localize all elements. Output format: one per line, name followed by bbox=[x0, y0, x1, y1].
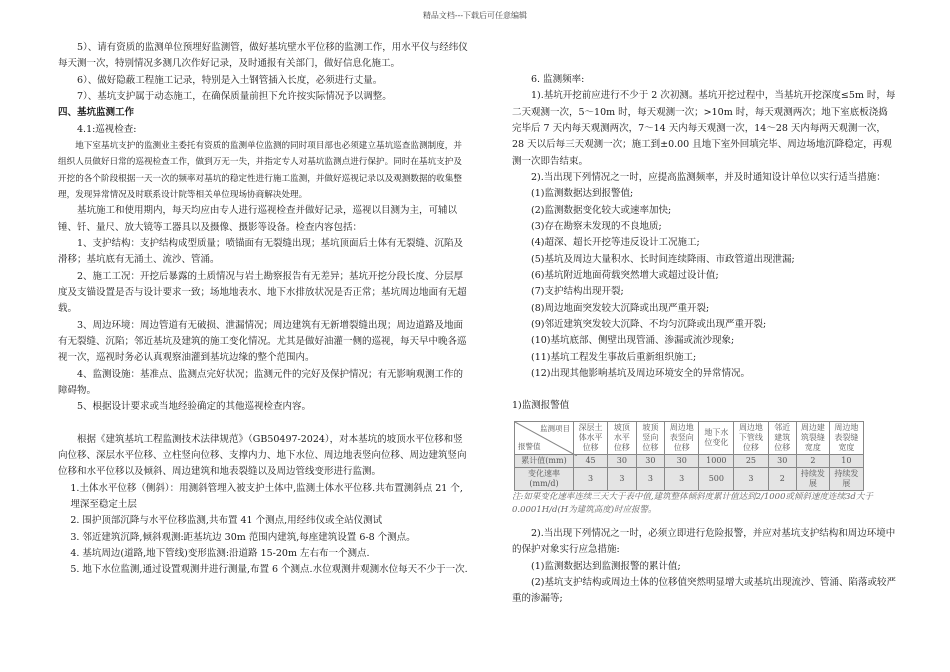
table-cell: 45 bbox=[574, 454, 608, 467]
table-corner-cell bbox=[515, 421, 574, 454]
table-header-cell: 周边地表竖向位移 bbox=[665, 421, 699, 454]
table-header-cell: 坡顶竖向位移 bbox=[636, 421, 665, 454]
subsection-heading: 4.1:巡视检查: bbox=[77, 123, 137, 135]
paragraph: 2).当出现下列情况之一时，应提高监测频率，并及时通知设计单位以实行适当措施： bbox=[531, 171, 886, 183]
monitoring-item: 1.土体水平位移（侧斜）：用测斜管埋入被支护土体中,监测土体水平位移.共布置测斜点 21 个,埋深至稳定土层 bbox=[70, 482, 463, 510]
row-label: 累计值(mm) bbox=[515, 454, 574, 467]
list-item: (11)基坑工程发生事故后重新组织施工; bbox=[531, 351, 697, 363]
list-item: (1)监测数据达到报警值; bbox=[531, 188, 634, 200]
table-header-cell: 周边地下管线位移 bbox=[734, 421, 768, 454]
list-item: (10)基坑底部、侧壁出现管涌、渗漏或流沙现象; bbox=[531, 335, 735, 347]
left-column bbox=[58, 40, 468, 579]
table-header-cell: 周边建筑裂缝宽度 bbox=[797, 421, 830, 454]
table-cell: 30 bbox=[768, 454, 797, 467]
page-header: 精品文档---下载后可任意编辑 bbox=[422, 11, 528, 20]
corner-top-label: 监测项目 bbox=[540, 423, 570, 433]
table-cell: 1000 bbox=[699, 454, 734, 467]
table-cell: 25 bbox=[734, 454, 768, 467]
table-cell: 2 bbox=[768, 467, 797, 490]
corner-bottom-label: 报警值 bbox=[518, 442, 541, 452]
alarm-table bbox=[514, 421, 864, 491]
list-item: (5)基坑及周边大量积水、长时间连续降雨、市政管道出现泄漏; bbox=[531, 253, 795, 265]
list-item: (6)基坑附近地面荷载突然增大或超过设计值; bbox=[531, 269, 719, 281]
paragraph: 5）、请有资质的监测单位预埋好监测管，做好基坑壁水平位移的监测工作，用水平仪与经纬仪每天测一次，特别情况多测几次作好记录，及时通报有关部门，做好信息化施工。 bbox=[58, 42, 468, 70]
spacer bbox=[58, 416, 468, 432]
paragraph: 7）、基坑支护属于动态施工，在确保质量前担下允许按实际情况予以调整。 bbox=[77, 90, 392, 102]
table-cell: 3 bbox=[665, 467, 699, 490]
spacer bbox=[512, 382, 897, 398]
table-cell: 持续发展 bbox=[797, 467, 830, 490]
monitoring-item: 4. 基坑周边(道路,地下管线)变形监测:沿道路 15-20m 左右布一个测点. bbox=[70, 547, 370, 559]
list-item: (2)监测数据变化较大或速率加快; bbox=[531, 204, 672, 216]
list-item: (2)基坑支护结构或周边土体的位移值突然明显增大或基坑出现流沙、管涌、陷落或较严重的渗漏等; bbox=[512, 576, 896, 605]
monitoring-item: 2. 围护顶部沉降与水平位移监测,共布置 41 个测点,用经纬仪或全站仪测试 bbox=[70, 515, 383, 527]
section-heading: 6. 监测频率: bbox=[531, 74, 585, 85]
condition-list bbox=[512, 186, 897, 382]
table-title: 1)监测报警值 bbox=[512, 400, 570, 412]
table-header-cell: 周边地表裂缝宽度 bbox=[829, 421, 863, 454]
inspection-item: 3、周边环境：周边管道有无破损、泄漏情况；周边建筑有无新增裂缝出现；周边道路及地面有无裂缝、沉陷；邻近基坑及建筑的施工变化情况。尤其是做好油灌一侧的巡视，每天早中晚各巡视一次，巡视时务必认真观察油灌到基坑边缘的整个范围内。 bbox=[58, 319, 467, 364]
table-header-cell: 坡顶水平位移 bbox=[608, 421, 637, 454]
table-row bbox=[515, 454, 864, 467]
right-column bbox=[512, 72, 897, 608]
paragraph: 根据《建筑基坑工程监测技术法律规范》（GB50497-2024），对本基坑的坡顶水平位移和竖向位移、深层水平位移、立柱竖向位移、支撑内力、地下水位、周边地表竖向位移、周边建筑竖向位移和水平位移以及倾斜、周边建筑和地表裂缝以及周边管线变形进行监测。 bbox=[58, 433, 467, 478]
row-label: 变化速率(mm/d) bbox=[515, 467, 574, 490]
emergency-list bbox=[512, 559, 897, 608]
paragraph: 基坑施工和使用期内，每天均应由专人进行巡视检查并做好记录，巡视以目测为主，可辅以锤、钎、量尺、放大镜等工器具以及摄像、摄影等设备。检查内容包括： bbox=[58, 205, 458, 233]
table-header-cell: 深层土体水平位移 bbox=[574, 421, 608, 454]
table-cell: 持续发展 bbox=[829, 467, 863, 490]
spacer bbox=[512, 517, 897, 526]
table-cell: 3 bbox=[734, 467, 768, 490]
paragraph: 地下室基坑支护的监测业主委托有资质的监测单位监测的同时项目部也必须建立基坑巡查监测制度，并组织人员做好日常的巡视检查工作，做到万无一失，并指定专人对基坑监测点进行保护。同时在基坑支护及开挖的各个阶段根据一天一次的频率对基坑的稳定性进行施工监测，并做好巡视记录以及观测数据的收集整理，发现异常情况及时联系设计院等相关单位现场协商解决处理。 bbox=[58, 140, 462, 200]
table-cell: 500 bbox=[699, 467, 734, 490]
table-cell: 30 bbox=[665, 454, 699, 467]
table-cell: 3 bbox=[608, 467, 637, 490]
paragraph: 1).基坑开挖前应进行不少于 2 次初测。基坑开挖过程中，当基坑开挖深度≤5m 时，每二天观测一次，5～10m 时，每天观测一次；>10m 时，每天观测两次；地下室底板浇捣完毕后 7 天内每天观测两次，7～14 天内每天观测一次，14～28 天内每两天观测一次，28 天以后每三天观测一次；施工到±0.00 且地下室外回填完毕、周边场地沉降稳定，再观测一次即告结束。 bbox=[512, 90, 896, 167]
table-cell: 30 bbox=[608, 454, 637, 467]
table-cell: 2 bbox=[797, 454, 830, 467]
table-row bbox=[515, 467, 864, 490]
inspection-item: 5、根据设计要求或当地经验确定的其他巡视检查内容。 bbox=[77, 401, 312, 413]
paragraph: 6）、做好隐蔽工程施工记录，特别是入土钢管插入长度，必须进行丈量。 bbox=[77, 74, 383, 86]
table-cell: 30 bbox=[636, 454, 665, 467]
paragraph: 2).当出现下列情况之一时，必须立即进行危险报警，并应对基坑支护结构和周边环境中的保护对象实行应急措施: bbox=[512, 527, 896, 556]
list-item: (12)出现其他影响基坑及周边环境安全的异常情况。 bbox=[531, 367, 751, 379]
inspection-item: 2、施工工况：开挖后暴露的土质情况与岩土勘察报告有无差异；基坑开挖分段长度、分层厚度及支锚设置是否与设计要求一致；场地地表水、地下水排放状况是否正常；基坑周边地面有无超载。 bbox=[58, 270, 467, 315]
inspection-item: 4、监测设施：基准点、监测点完好状况；监测元件的完好及保护情况；有无影响观测工作的障碍物。 bbox=[58, 368, 464, 396]
table-cell: 3 bbox=[574, 467, 608, 490]
monitoring-item: 5. 地下水位监测,通过设置观测井进行测量,布置 6 个测点.水位观测井观测水位每天不少于一次. bbox=[70, 564, 468, 576]
monitoring-item: 3. 邻近建筑沉降,倾斜观测:距基坑边 30m 范围内建筑,每座建筑设置 6-8 个测点。 bbox=[70, 531, 416, 543]
list-item: (4)超深、超长开挖等违反设计工况施工; bbox=[531, 237, 700, 249]
list-item: (7)支护结构出现开裂; bbox=[531, 286, 624, 298]
list-item: (1)监测数据达到监测报警的累计值; bbox=[531, 560, 681, 572]
table-note: 注:如果变化速率连续三天大于表中值,建筑整体倾斜度累计值达到2/1000或倾斜速度连续3d大于0.0001H/d(H为建筑高度)时应报警。 bbox=[512, 491, 873, 515]
list-item: (9)邻近建筑突发较大沉降、不均匀沉降或出现严重开裂; bbox=[531, 318, 767, 330]
list-item: (8)周边地面突发较大沉降或出现严重开裂; bbox=[531, 302, 710, 314]
table-header-row bbox=[515, 421, 864, 454]
inspection-item: 1、支护结构：支护结构成型质量；喷锚面有无裂缝出现；基坑顶面后土体有无裂缝、沉陷及滑移；基坑底有无涌土、流沙、管涌。 bbox=[58, 237, 464, 266]
table-header-cell: 地下水位变化 bbox=[699, 421, 734, 454]
table-header-cell: 邻近建筑位移 bbox=[768, 421, 797, 454]
section-heading: 四、基坑监测工作 bbox=[58, 107, 135, 119]
table-cell: 10 bbox=[829, 454, 863, 467]
table-cell: 3 bbox=[636, 467, 665, 490]
list-item: (3)存在勘察未发现的不良地质; bbox=[531, 220, 662, 232]
